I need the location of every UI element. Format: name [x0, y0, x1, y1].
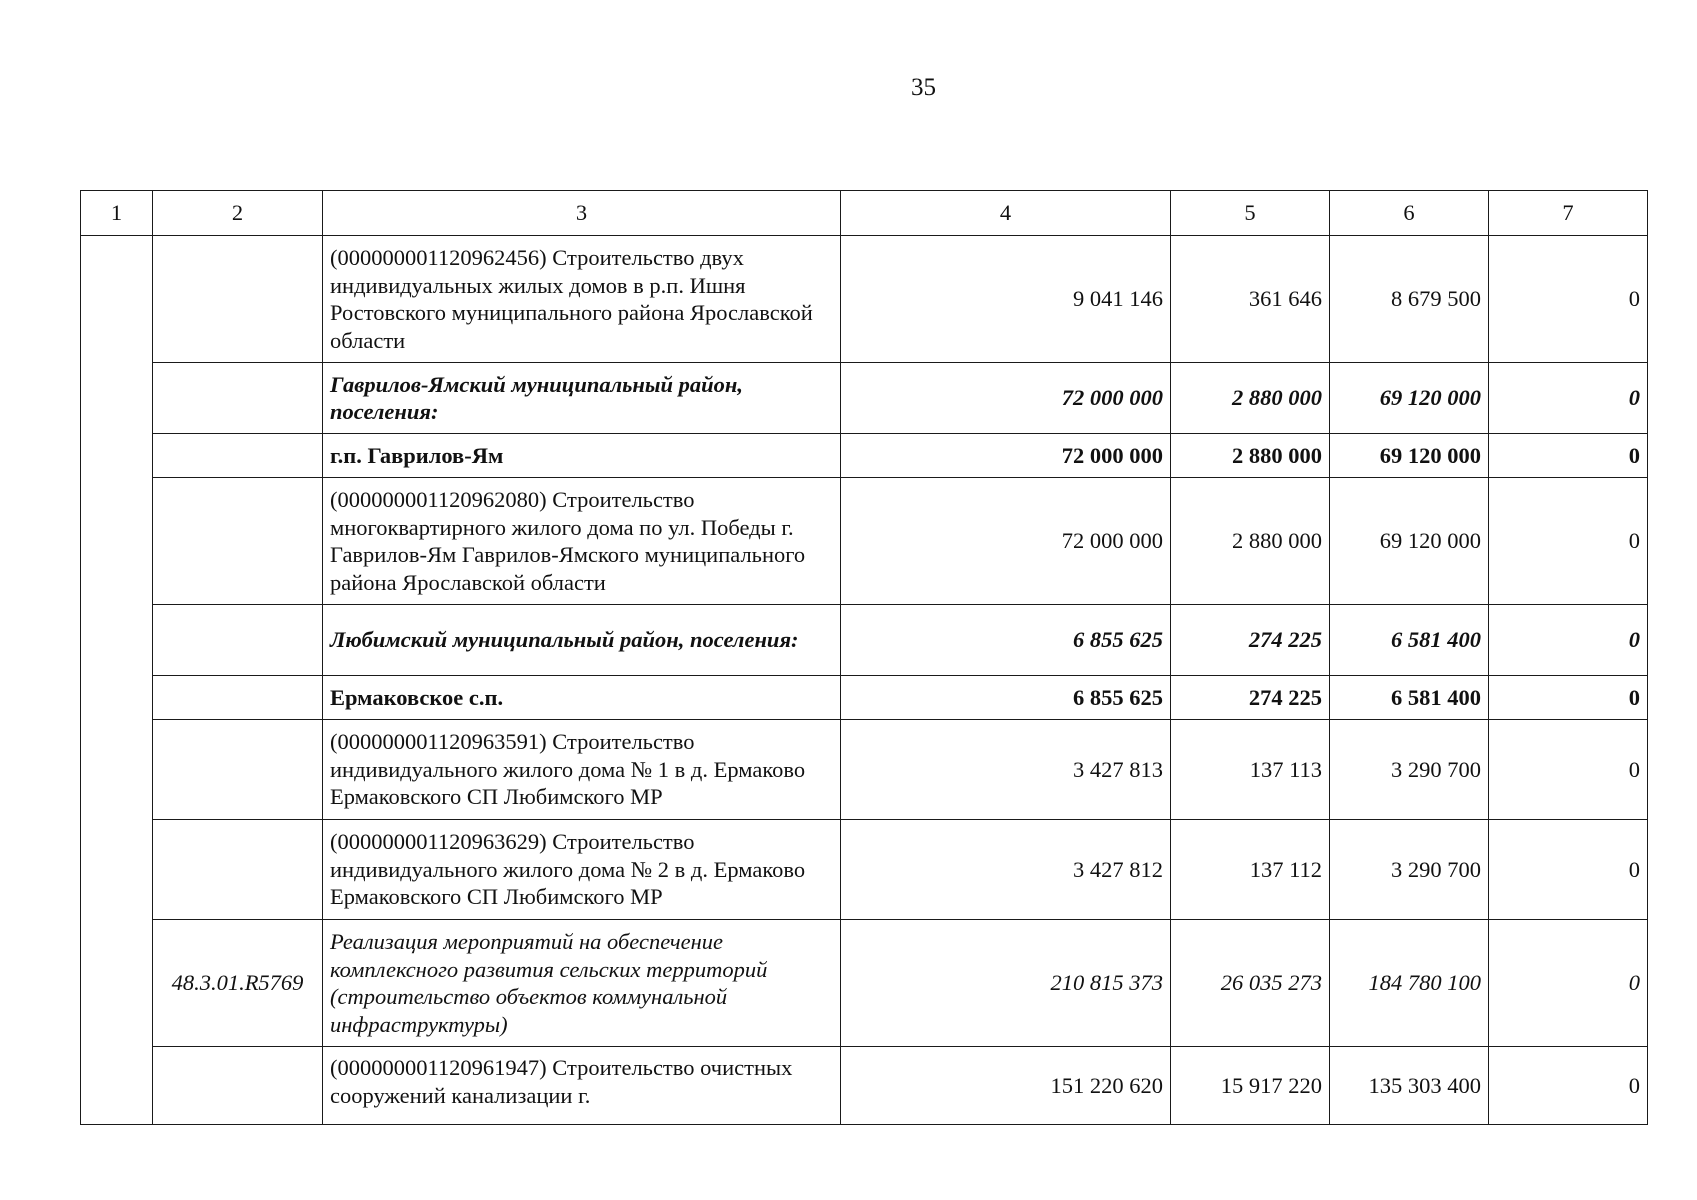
table-row — [81, 720, 1648, 820]
row-code — [153, 478, 323, 605]
header-col-3: 3 — [323, 191, 841, 236]
row-col4: 6 855 625 — [841, 676, 1171, 720]
header-col-7: 7 — [1489, 191, 1648, 236]
row-col6: 3 290 700 — [1330, 720, 1489, 820]
row-col7: 0 — [1489, 363, 1648, 434]
row-col6: 184 780 100 — [1330, 920, 1489, 1047]
row-name: Реализация мероприятий на обеспечение комплексного развития сельских территорий (строительство объектов коммунальной инфраструктуры) — [323, 920, 841, 1047]
page-number: 35 — [911, 74, 936, 101]
row-code: 48.3.01.R5769 — [153, 920, 323, 1047]
row-col4: 72 000 000 — [841, 363, 1171, 434]
row-col7: 0 — [1489, 676, 1648, 720]
header-col-6: 6 — [1330, 191, 1489, 236]
row-col4: 151 220 620 — [841, 1047, 1171, 1125]
row-col4: 3 427 813 — [841, 720, 1171, 820]
table-row — [81, 478, 1648, 605]
row-name: (000000001120962456) Строительство двух индивидуальных жилых домов в р.п. Ишня Ростовского муниципального района Ярославской области — [323, 236, 841, 363]
row-col4: 72 000 000 — [841, 434, 1171, 478]
table-row — [81, 605, 1648, 676]
header-col-4: 4 — [841, 191, 1171, 236]
row-code — [153, 720, 323, 820]
row-col5: 361 646 — [1171, 236, 1330, 363]
table-row — [81, 920, 1648, 1047]
row-col5: 137 113 — [1171, 720, 1330, 820]
row-col4: 3 427 812 — [841, 820, 1171, 920]
row-col4: 6 855 625 — [841, 605, 1171, 676]
budget-table — [80, 190, 1648, 1125]
row-col7: 0 — [1489, 1047, 1648, 1125]
row-col4: 72 000 000 — [841, 478, 1171, 605]
header-col-1: 1 — [81, 191, 153, 236]
row-col4: 9 041 146 — [841, 236, 1171, 363]
row-col5: 2 880 000 — [1171, 434, 1330, 478]
row-code — [153, 236, 323, 363]
row-code — [153, 605, 323, 676]
row-col6: 6 581 400 — [1330, 676, 1489, 720]
row-code — [153, 820, 323, 920]
row-col7: 0 — [1489, 478, 1648, 605]
row-col6: 69 120 000 — [1330, 363, 1489, 434]
table-row — [81, 434, 1648, 478]
col1-empty-cell — [81, 236, 153, 1125]
row-col6: 8 679 500 — [1330, 236, 1489, 363]
row-name: Гаврилов-Ямский муниципальный район, поселения: — [323, 363, 841, 434]
header-col-5: 5 — [1171, 191, 1330, 236]
row-col5: 26 035 273 — [1171, 920, 1330, 1047]
row-name: г.п. Гаврилов-Ям — [323, 434, 841, 478]
row-col5: 137 112 — [1171, 820, 1330, 920]
row-col5: 2 880 000 — [1171, 363, 1330, 434]
row-name: (000000001120963629) Строительство индивидуального жилого дома № 2 в д. Ермаково Ермаковского СП Любимского МР — [323, 820, 841, 920]
row-name: (000000001120961947) Строительство очистных сооружений канализации г. — [323, 1047, 841, 1125]
row-col7: 0 — [1489, 920, 1648, 1047]
row-col6: 135 303 400 — [1330, 1047, 1489, 1125]
row-code — [153, 363, 323, 434]
header-col-2: 2 — [153, 191, 323, 236]
row-col5: 2 880 000 — [1171, 478, 1330, 605]
row-code — [153, 434, 323, 478]
row-col6: 6 581 400 — [1330, 605, 1489, 676]
table-row — [81, 820, 1648, 920]
row-name: (000000001120962080) Строительство многоквартирного жилого дома по ул. Победы г. Гаврилов-Ям Гаврилов-Ямского муниципального района Ярославской области — [323, 478, 841, 605]
row-code — [153, 676, 323, 720]
row-col7: 0 — [1489, 720, 1648, 820]
table-row — [81, 236, 1648, 363]
table-row — [81, 1047, 1648, 1125]
row-col7: 0 — [1489, 605, 1648, 676]
row-col5: 15 917 220 — [1171, 1047, 1330, 1125]
row-col7: 0 — [1489, 236, 1648, 363]
row-name: Любимский муниципальный район, поселения: — [323, 605, 841, 676]
row-col6: 69 120 000 — [1330, 434, 1489, 478]
row-col7: 0 — [1489, 434, 1648, 478]
row-col7: 0 — [1489, 820, 1648, 920]
row-col5: 274 225 — [1171, 676, 1330, 720]
row-col5: 274 225 — [1171, 605, 1330, 676]
row-col6: 3 290 700 — [1330, 820, 1489, 920]
table-row — [81, 363, 1648, 434]
row-name: Ермаковское с.п. — [323, 676, 841, 720]
row-col4: 210 815 373 — [841, 920, 1171, 1047]
table-row — [81, 676, 1648, 720]
header-row — [81, 191, 1648, 236]
row-col6: 69 120 000 — [1330, 478, 1489, 605]
row-code — [153, 1047, 323, 1125]
row-name: (000000001120963591) Строительство индивидуального жилого дома № 1 в д. Ермаково Ермаковского СП Любимского МР — [323, 720, 841, 820]
